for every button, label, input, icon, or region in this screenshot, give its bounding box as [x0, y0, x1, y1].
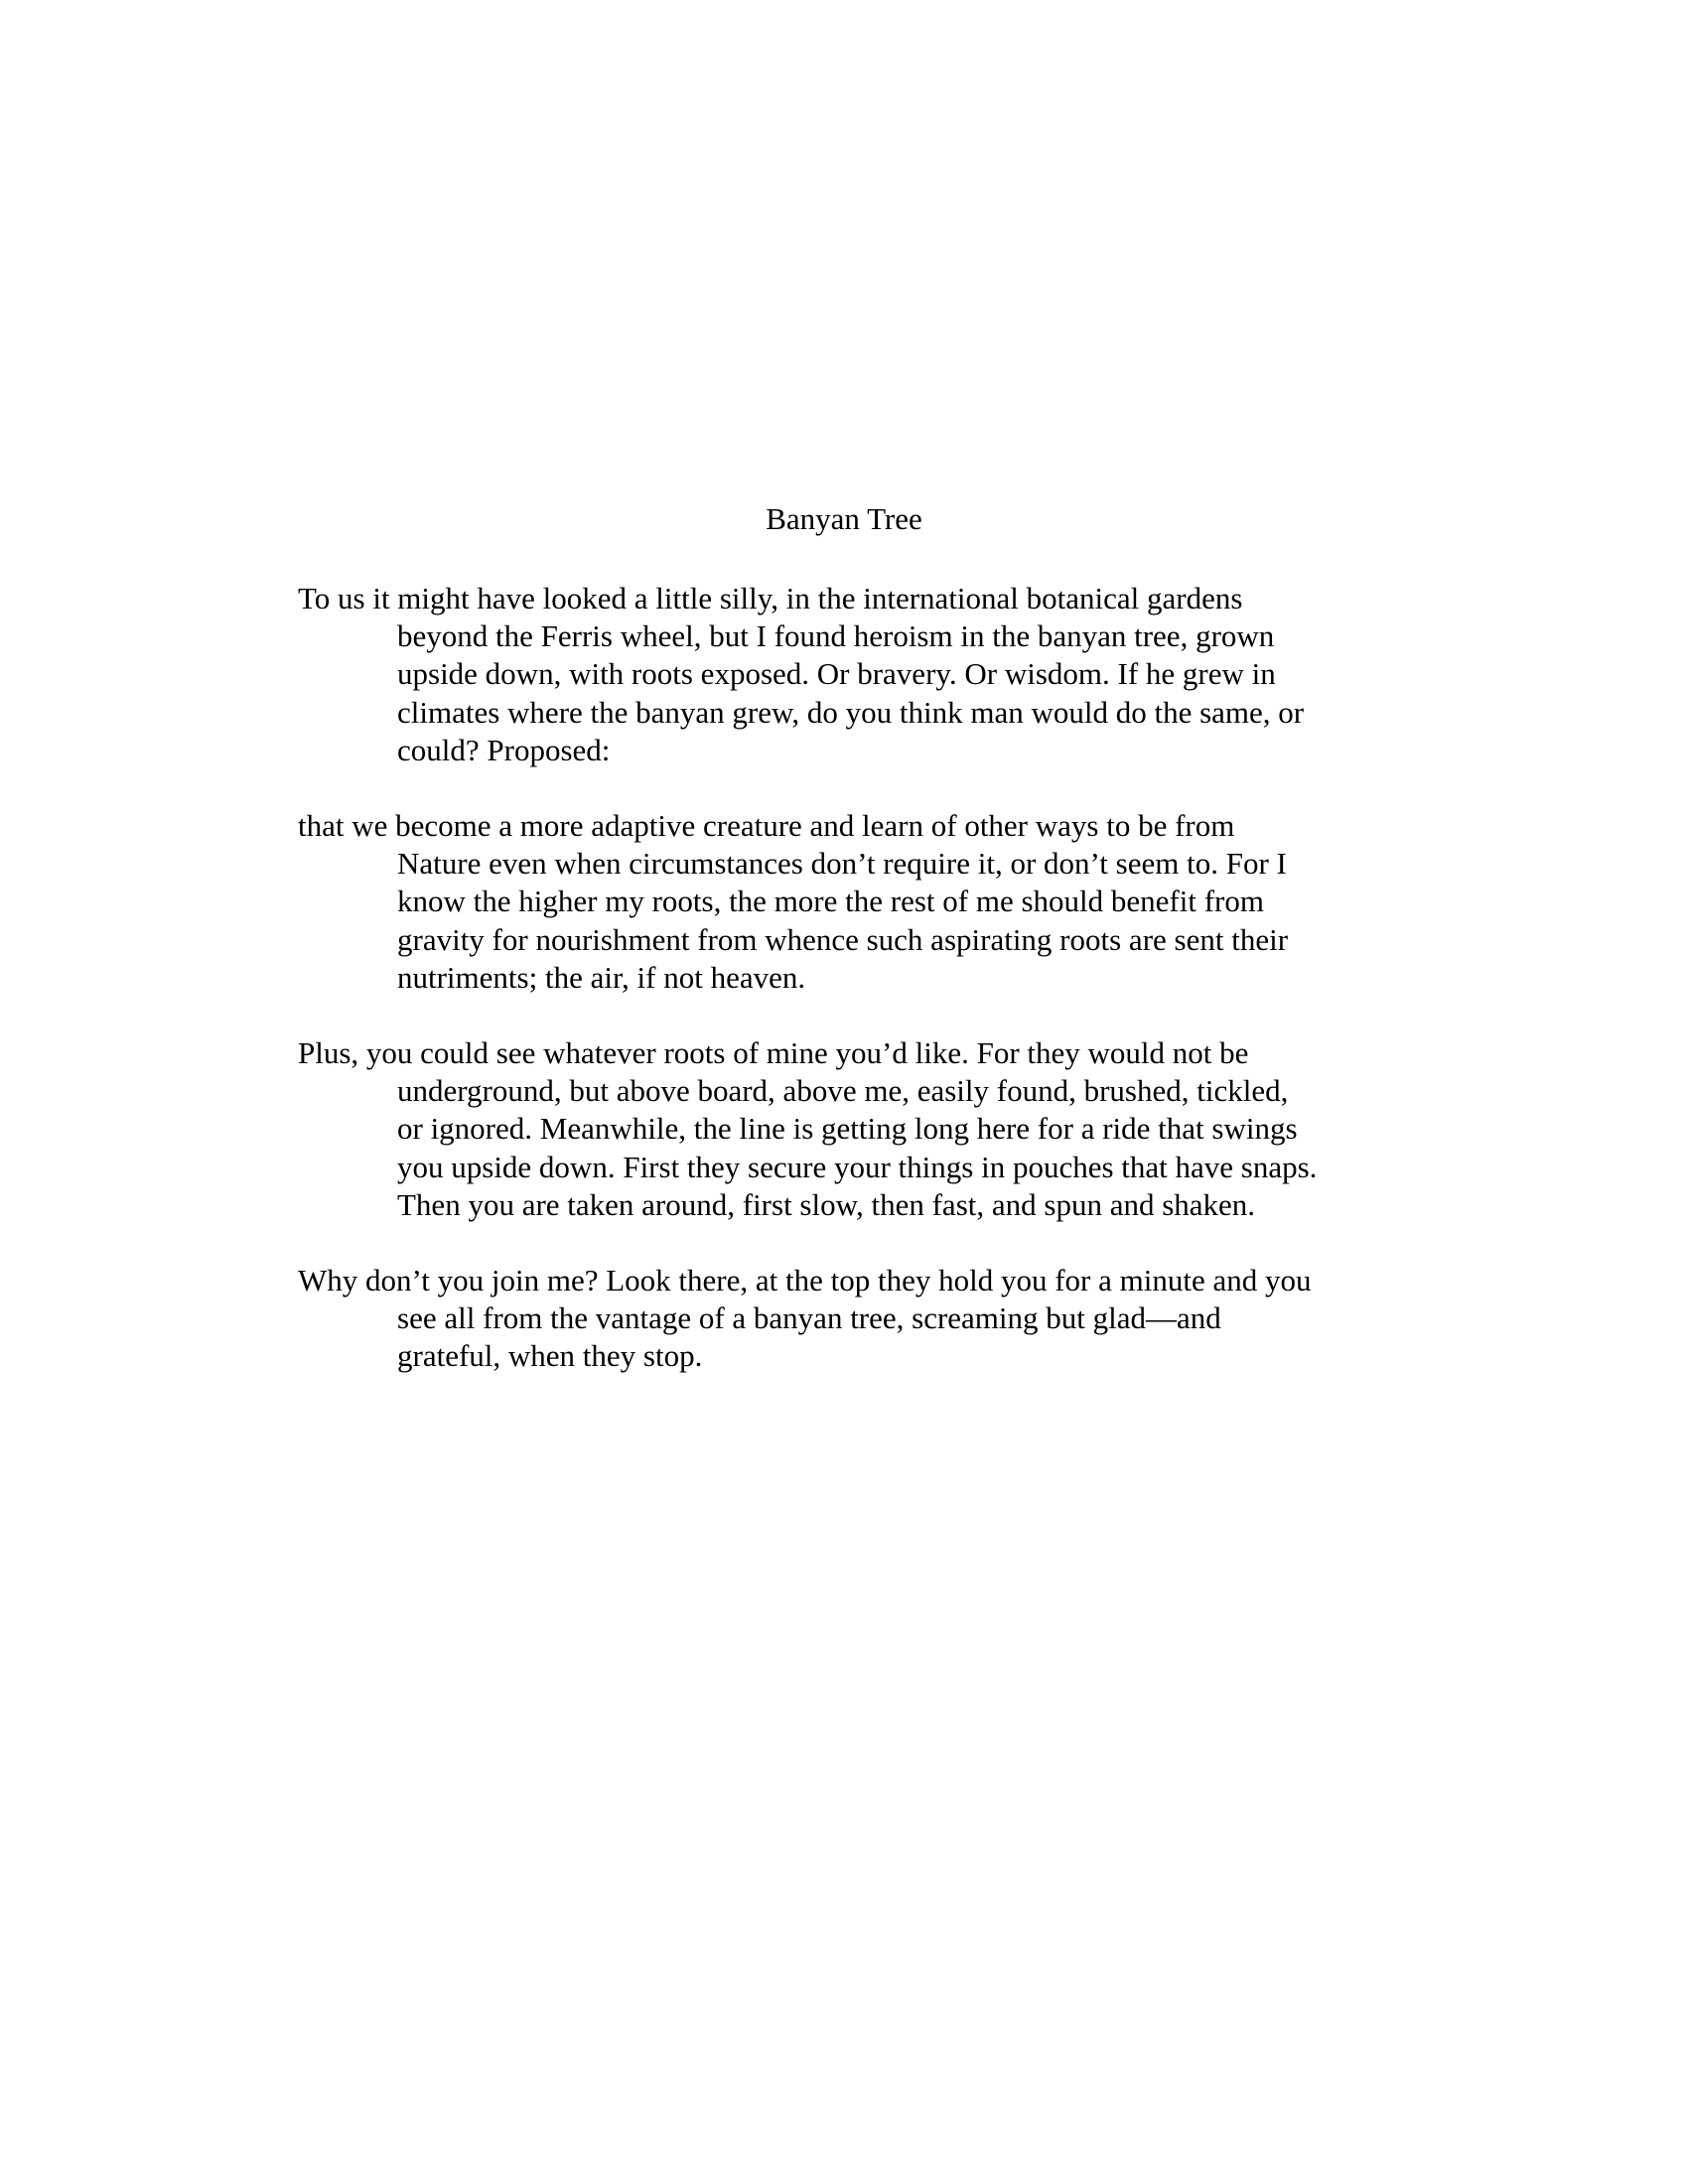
stanza-line: you upside down. First they secure your things in pouches that have snaps.: [397, 1149, 1318, 1184]
stanza-first-line: that we become a more adaptive creature and learn of other ways to be from: [298, 808, 1235, 843]
stanza-line: know the higher my roots, the more the rest of me should benefit from: [397, 884, 1264, 919]
stanza-line: underground, but above board, above me, easily found, brushed, tickled,: [397, 1073, 1289, 1109]
poem-title: Banyan Tree: [766, 501, 922, 536]
stanza-line: nutriments; the air, if not heaven.: [397, 959, 806, 995]
stanza: [298, 1034, 1410, 1224]
stanza: [298, 1262, 1410, 1376]
stanza-line: grateful, when they stop.: [397, 1338, 703, 1374]
stanza-first-line: Plus, you could see whatever roots of mine you’d like. For they would not be: [298, 1035, 1249, 1070]
stanza-line: climates where the banyan grew, do you think man would do the same, or: [397, 694, 1305, 730]
stanza: [298, 807, 1410, 997]
stanza-line: upside down, with roots exposed. Or bravery. Or wisdom. If he grew in: [397, 656, 1276, 692]
stanza: [298, 580, 1410, 769]
stanza-line: could? Proposed:: [397, 732, 611, 767]
stanza-line: see all from the vantage of a banyan tree, screaming but glad—and: [397, 1300, 1221, 1336]
stanza-line: or ignored. Meanwhile, the line is getting long here for a ride that swings: [397, 1111, 1298, 1147]
stanza-line: Nature even when circumstances don’t require it, or don’t seem to. For I: [397, 846, 1287, 882]
stanza-line: Then you are taken around, first slow, then fast, and spun and shaken.: [397, 1186, 1256, 1222]
stanza-line: gravity for nourishment from whence such aspirating roots are sent their: [397, 921, 1289, 957]
stanza-first-line: To us it might have looked a little silly, in the international botanical gardens: [298, 581, 1243, 615]
stanza-first-line: Why don’t you join me? Look there, at the top they hold you for a minute and you: [298, 1263, 1312, 1297]
stanza-line: beyond the Ferris wheel, but I found heroism in the banyan tree, grown: [397, 618, 1275, 654]
